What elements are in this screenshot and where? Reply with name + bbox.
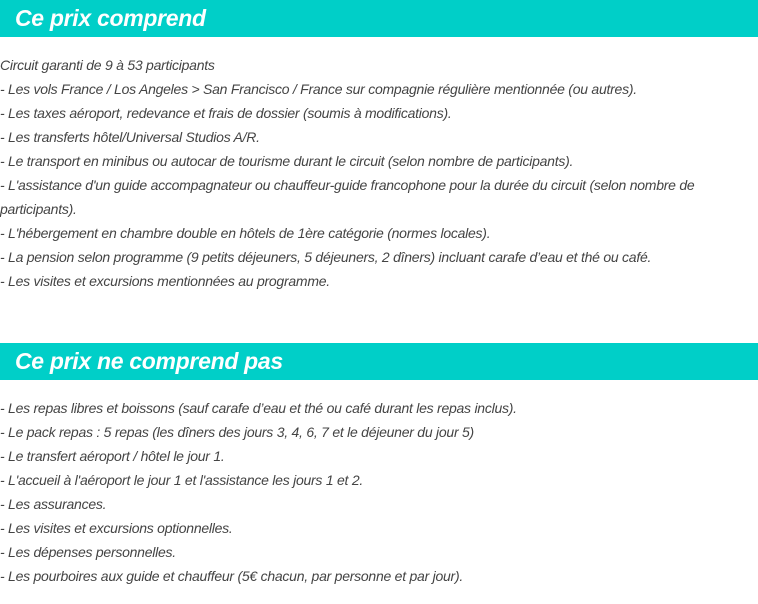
excluded-item: - Le pack repas : 5 repas (les dîners des jours 3, 4, 6, 7 et le déjeuner du jour 5) xyxy=(0,424,474,440)
excluded-item: - Les assurances. xyxy=(0,496,107,512)
included-item: Circuit garanti de 9 à 53 participants xyxy=(0,57,215,73)
included-item: - Le transport en minibus ou autocar de tourisme durant le circuit (selon nombre de participants). xyxy=(0,153,574,169)
included-item: - Les visites et excursions mentionnées au programme. xyxy=(0,273,330,289)
excluded-item: - Les dépenses personnelles. xyxy=(0,544,176,560)
included-item: - Les transferts hôtel/Universal Studios A/R. xyxy=(0,129,260,145)
excluded-item: - Les repas libres et boissons (sauf carafe d’eau et thé ou café durant les repas inclus). xyxy=(0,400,517,416)
included-section-title: Ce prix comprend xyxy=(0,0,758,37)
excluded-section-title: Ce prix ne comprend pas xyxy=(0,343,758,380)
included-item: - La pension selon programme (9 petits déjeuners, 5 déjeuners, 2 dîners) incluant carafe d’eau et thé ou café. xyxy=(0,249,652,265)
excluded-list xyxy=(0,396,758,588)
excluded-item: - Les pourboires aux guide et chauffeur (5€ chacun, par personne et par jour). xyxy=(0,568,464,584)
included-item: - Les vols France / Los Angeles > San Francisco / France sur compagnie régulière mentionnée (ou autres). xyxy=(0,81,637,97)
included-item: - L'hébergement en chambre double en hôtels de 1ère catégorie (normes locales). xyxy=(0,225,491,241)
included-item: - Les taxes aéroport, redevance et frais de dossier (soumis à modifications). xyxy=(0,105,452,121)
excluded-item: - L'accueil à l'aéroport le jour 1 et l'assistance les jours 1 et 2. xyxy=(0,472,363,488)
excluded-item: - Le transfert aéroport / hôtel le jour 1. xyxy=(0,448,225,464)
included-list xyxy=(0,53,758,293)
excluded-item: - Les visites et excursions optionnelles. xyxy=(0,520,233,536)
included-item: - L'assistance d'un guide accompagnateur ou chauffeur-guide francophone pour la durée du circuit (selon nombre de participants). xyxy=(0,177,695,217)
